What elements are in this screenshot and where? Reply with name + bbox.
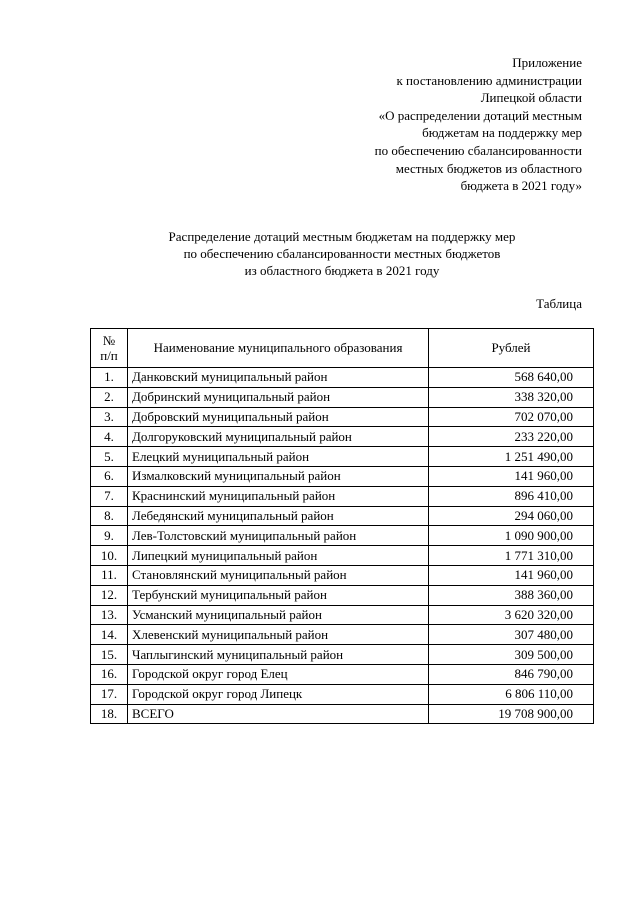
row-num: 9. — [91, 526, 128, 546]
row-name: Добринский муниципальный район — [128, 387, 429, 407]
table-row — [91, 407, 594, 427]
row-name: Лебедянский муниципальный район — [128, 506, 429, 526]
row-amount: 294 060,00 — [429, 506, 594, 526]
row-name: Данковский муниципальный район — [128, 368, 429, 388]
row-name: Елецкий муниципальный район — [128, 447, 429, 467]
table-total-row — [91, 704, 594, 724]
table-row — [91, 506, 594, 526]
table-row — [91, 427, 594, 447]
row-amount: 896 410,00 — [429, 486, 594, 506]
appendix-line: «О распределении дотаций местным — [378, 107, 582, 123]
row-num: 11. — [91, 565, 128, 585]
row-amount: 19 708 900,00 — [429, 704, 594, 724]
header-num-line2: п/п — [100, 348, 118, 363]
row-amount: 338 320,00 — [429, 387, 594, 407]
title-line: по обеспечению сбалансированности местных бюджетов — [183, 246, 501, 262]
appendix-line: Липецкой области — [480, 90, 582, 106]
table-row — [91, 466, 594, 486]
row-num: 7. — [91, 486, 128, 506]
row-amount: 141 960,00 — [429, 466, 594, 486]
row-name: Долгоруковский муниципальный район — [128, 427, 429, 447]
row-amount: 6 806 110,00 — [429, 684, 594, 704]
appendix-line: местных бюджетов из областного — [395, 160, 582, 176]
table-row — [91, 625, 594, 645]
row-name: Усманский муниципальный район — [128, 605, 429, 625]
row-num: 10. — [91, 546, 128, 566]
appendix-header — [375, 54, 582, 195]
row-num: 2. — [91, 387, 128, 407]
row-amount: 388 360,00 — [429, 585, 594, 605]
document-title — [90, 228, 594, 280]
row-name: ВСЕГО — [128, 704, 429, 724]
row-name: Добровский муниципальный район — [128, 407, 429, 427]
table-row — [91, 447, 594, 467]
row-name: Измалковский муниципальный район — [128, 466, 429, 486]
table-header — [91, 329, 594, 368]
row-amount: 1 251 490,00 — [429, 447, 594, 467]
row-name: Городской округ город Липецк — [128, 684, 429, 704]
row-amount: 3 620 320,00 — [429, 605, 594, 625]
row-num: 3. — [91, 407, 128, 427]
table-row — [91, 526, 594, 546]
table-row — [91, 546, 594, 566]
table-row — [91, 368, 594, 388]
row-name: Чаплыгинский муниципальный район — [128, 645, 429, 665]
row-num: 14. — [91, 625, 128, 645]
header-amount: Рублей — [429, 329, 594, 368]
row-num: 16. — [91, 664, 128, 684]
row-num: 18. — [91, 704, 128, 724]
row-amount: 307 480,00 — [429, 625, 594, 645]
row-num: 12. — [91, 585, 128, 605]
row-amount: 141 960,00 — [429, 565, 594, 585]
header-name: Наименование муниципального образования — [128, 329, 429, 368]
table-row — [91, 664, 594, 684]
row-num: 6. — [91, 466, 128, 486]
row-num: 8. — [91, 506, 128, 526]
row-name: Становлянский муниципальный район — [128, 565, 429, 585]
row-amount: 1 090 900,00 — [429, 526, 594, 546]
row-num: 1. — [91, 368, 128, 388]
row-amount: 568 640,00 — [429, 368, 594, 388]
table-row — [91, 565, 594, 585]
row-num: 5. — [91, 447, 128, 467]
appendix-line: бюджета в 2021 году» — [460, 178, 582, 194]
appendix-line: Приложение — [512, 55, 582, 70]
appendix-line: по обеспечению сбалансированности — [374, 142, 582, 158]
row-num: 17. — [91, 684, 128, 704]
row-name: Городской округ город Елец — [128, 664, 429, 684]
subsidy-table — [90, 328, 594, 724]
header-row — [91, 329, 594, 368]
title-line: Распределение дотаций местным бюджетам на поддержку мер — [168, 229, 516, 244]
header-num — [91, 329, 128, 368]
row-name: Лев-Толстовский муниципальный район — [128, 526, 429, 546]
table-row — [91, 387, 594, 407]
row-amount: 233 220,00 — [429, 427, 594, 447]
title-line: из областного бюджета в 2021 году — [244, 263, 440, 279]
table-row — [91, 684, 594, 704]
row-amount: 846 790,00 — [429, 664, 594, 684]
table-row — [91, 605, 594, 625]
row-name: Тербунский муниципальный район — [128, 585, 429, 605]
table-row — [91, 486, 594, 506]
row-num: 13. — [91, 605, 128, 625]
row-name: Хлевенский муниципальный район — [128, 625, 429, 645]
table-row — [91, 585, 594, 605]
row-num: 4. — [91, 427, 128, 447]
row-amount: 1 771 310,00 — [429, 546, 594, 566]
appendix-line: к постановлению администрации — [396, 72, 582, 88]
row-amount: 309 500,00 — [429, 645, 594, 665]
row-num: 15. — [91, 645, 128, 665]
row-name: Липецкий муниципальный район — [128, 546, 429, 566]
table-body — [91, 368, 594, 724]
table-row — [91, 645, 594, 665]
appendix-line: бюджетам на поддержку мер — [422, 125, 582, 141]
row-amount: 702 070,00 — [429, 407, 594, 427]
header-num-line1: № — [102, 333, 116, 348]
row-name: Краснинский муниципальный район — [128, 486, 429, 506]
table-label: Таблица — [536, 296, 582, 311]
